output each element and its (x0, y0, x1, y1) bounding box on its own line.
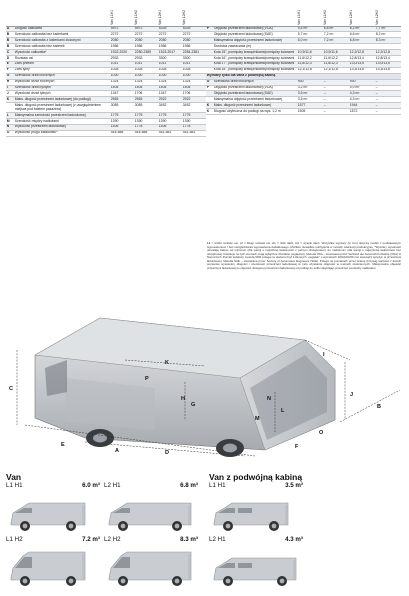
row-code: P (206, 26, 213, 32)
row-label: Objętość przestrzeni ładunkowej (SAE) (213, 91, 297, 97)
row-value: 2922 (158, 97, 182, 103)
row-value: 1390 (158, 119, 182, 125)
row-value: 1028 (110, 67, 134, 73)
row-label: Wysokość przestrzeni ładunkowej (14, 124, 110, 130)
row-code (6, 103, 14, 113)
row-value: 3300 (182, 56, 206, 62)
dimension-letter: D (165, 450, 169, 456)
row-value: 2080 (182, 38, 206, 44)
row-label: Szerokość całkowita bez lusterek (14, 44, 110, 50)
row-value: 5,7 m³ (297, 32, 323, 38)
row-label: Wysokość całkowita* (14, 50, 110, 56)
row-code: M (6, 119, 14, 125)
row-code: J (6, 91, 14, 97)
row-value: 1775 (182, 113, 206, 119)
row-label: Szerokość drzwi tylnych (14, 85, 110, 91)
row-code: A (6, 26, 14, 32)
column-header: Van L2H2 (182, 10, 186, 25)
row-value: 2080 (110, 38, 134, 44)
van-section-title: Van (6, 472, 22, 482)
row-value: 3,5 m³ (297, 91, 323, 97)
row-label: Koła 16", pomiędzy krawężnikami/pomiędzy ścianami (213, 56, 297, 62)
row-label: Maks. długość przestrzeni ładunkowej (213, 103, 297, 109)
row-label: Długość użyteczna do podłogi na wys. 1,2 m (213, 109, 297, 115)
row-value: 3452 (182, 103, 206, 113)
row-value: 1923-2017 (158, 50, 182, 56)
dimension-letter: I (323, 352, 325, 358)
double-cab-section-heading: Wymiary tylko dla vana z podwójną kabiną (206, 73, 401, 79)
row-value: 1986 (134, 44, 158, 50)
row-value: 2272 (182, 32, 206, 38)
row-value: 1030 (182, 73, 206, 79)
van-thumbnail (104, 491, 196, 535)
row-value: 1324 (158, 79, 182, 85)
dimension-letter: F (295, 444, 299, 450)
row-value: 1030 (134, 73, 158, 79)
row-value: 8,2 m³ (375, 32, 401, 38)
row-value: 6,0 m³ (297, 38, 323, 44)
row-value: – (375, 103, 401, 109)
row-value: 12,8/13,4 (349, 56, 375, 62)
row-value: – (323, 103, 349, 109)
variant-label: L1 H1 (209, 482, 226, 489)
row-code: K (206, 109, 213, 115)
column-header: Van L2H1 (158, 10, 162, 25)
row-label: Szerokość drzwi bocznych (14, 73, 110, 79)
row-value: 4972 (110, 26, 134, 32)
row-value: 3,5 m³ (297, 97, 323, 103)
row-label: Maks. długość przestrzeni ładunkowej (z uwzględnieniem miejsca pod fotelem pasażera) (14, 103, 110, 113)
row-value: 6,6 m³ (349, 32, 375, 38)
row-value: 444-588 (110, 130, 134, 136)
van-dimension-diagram (5, 300, 405, 458)
row-code: D (6, 56, 14, 62)
row-label: Zwis tylny (14, 67, 110, 73)
row-label: Wysokość drzwi tylnych (14, 91, 110, 97)
cargo-volume: 3.5 m³ (285, 482, 303, 489)
row-value: 1505 (297, 109, 323, 115)
row-label: Szerokość całkowita z lusterkami złożonymi (14, 38, 110, 44)
row-value: 444-588 (134, 130, 158, 136)
row-value: 11,8/12,3 (297, 61, 323, 67)
dimension-letter: L (281, 408, 285, 414)
row-value: – (375, 91, 401, 97)
row-label: Koła 17", pomiędzy krawężnikami/pomiędzy ścianami (213, 61, 297, 67)
row-value: 1775 (134, 113, 158, 119)
row-value: 10,9/11,6 (297, 50, 323, 56)
row-label: Objętość przestrzeni ładunkowej (SAE) (213, 32, 297, 38)
row-code: G (206, 79, 213, 85)
row-label: Maksymalna szerokość przestrzeni ładunkowej (14, 113, 110, 119)
row-value: 930 (297, 79, 323, 85)
cargo-volume: 6.8 m³ (180, 482, 198, 489)
row-value: 2555 (134, 97, 158, 103)
dimension-letter: A (115, 448, 119, 454)
row-label: Rozstaw osi (14, 56, 110, 62)
row-value: 451-581 (158, 130, 182, 136)
row-value: 1406 (110, 124, 134, 130)
row-value: 1775 (110, 113, 134, 119)
row-value: 4,0 m³ (349, 85, 375, 91)
row-value: 11,6/12,2 (323, 56, 349, 62)
dimension-letter: B (377, 404, 381, 410)
row-value: 1986 (158, 44, 182, 50)
row-value: 2922 (182, 97, 206, 103)
row-value: 3300 (158, 56, 182, 62)
row-value: 3452 (158, 103, 182, 113)
row-code: G (6, 73, 14, 79)
row-value: 10,9/11,6 (323, 50, 349, 56)
row-value: 1404 (158, 85, 182, 91)
dimension-letter: N (267, 396, 271, 402)
row-label: Wysokość drzwi bocznych (14, 79, 110, 85)
row-value: 1324 (134, 79, 158, 85)
row-code: K (6, 97, 14, 103)
row-value: 2080 (134, 38, 158, 44)
row-value: 1404 (134, 85, 158, 91)
dimension-letter: H (181, 396, 185, 402)
row-value: 13,3/13,8 (375, 67, 401, 73)
row-value: 2933 (134, 56, 158, 62)
variant-label: L2 H2 (104, 536, 121, 543)
dimension-letter: G (191, 402, 196, 408)
row-value: 1406 (158, 124, 182, 130)
van-thumbnail (6, 546, 98, 590)
cargo-volume: 8.3 m³ (180, 536, 198, 543)
row-value: 1030 (158, 73, 182, 79)
table-header-row (6, 4, 206, 26)
row-value: 12,1/12,6 (297, 67, 323, 73)
table-row (6, 130, 206, 136)
row-value: 1347 (110, 91, 134, 97)
row-value: 12,8/13,4 (375, 56, 401, 62)
row-code: B (6, 38, 14, 44)
row-value: 6,8 m³ (323, 26, 349, 32)
cargo-volume: 6.0 m³ (82, 482, 100, 489)
variant-label: L2 H1 (209, 536, 226, 543)
row-value: 1390 (134, 119, 158, 125)
table-row (6, 103, 206, 113)
row-value: – (323, 91, 349, 97)
row-label: Maks. długość przestrzeni ładunkowej (do podłogi) (14, 97, 110, 103)
table-header-row (206, 4, 401, 26)
row-value: 2933 (110, 56, 134, 62)
row-code: K (206, 103, 213, 109)
row-value: 1922-2020 (110, 50, 134, 56)
row-value: 2080 (158, 38, 182, 44)
row-value: 1324 (182, 79, 206, 85)
row-value: 11,6/12,2 (297, 56, 323, 62)
row-value: 1706 (134, 91, 158, 97)
row-value: 1577 (297, 103, 323, 109)
row-value: 3085 (110, 103, 134, 113)
row-value: 1986 (110, 44, 134, 50)
row-code: P (206, 85, 213, 91)
row-value: 1390 (182, 119, 206, 125)
row-label: Objętość przestrzeni ładunkowej (VDA) (213, 85, 297, 91)
row-value: – (323, 85, 349, 91)
row-label: Szerokość między nadkolami (14, 119, 110, 125)
column-header: Van L2H2 (375, 10, 379, 25)
row-value: 7,2 m³ (323, 32, 349, 38)
row-value: 6,2 m³ (349, 26, 375, 32)
row-value: 1706 (182, 91, 206, 97)
van-body (35, 318, 335, 457)
row-value: 1028 (158, 67, 182, 73)
row-value: 13,0/13,5 (349, 61, 375, 67)
dimensions-table-right (206, 4, 401, 115)
column-header: Van L1H2 (323, 10, 327, 25)
variant-label: L2 H1 (104, 482, 121, 489)
double-cab-van-thumbnail (209, 491, 301, 535)
row-value: 1944 (349, 103, 375, 109)
column-header: Van L1H2 (134, 10, 138, 25)
footnote-lead: L1 (207, 241, 211, 245)
row-value: 2272 (158, 32, 182, 38)
double-cab-section-title: Van z podwójną kabiną (209, 472, 303, 482)
row-value: 13,0/13,5 (375, 61, 401, 67)
row-value: – (375, 85, 401, 91)
row-value: 4972 (134, 26, 158, 32)
row-value: 1011 (110, 61, 134, 67)
row-value: 1030 (110, 73, 134, 79)
row-value: 4,3 m³ (349, 91, 375, 97)
van-thumbnail (104, 546, 196, 590)
column-header: Van L1H1 (297, 10, 301, 25)
variant-label: L1 H1 (6, 482, 23, 489)
row-value: 6,8 m³ (349, 38, 375, 44)
row-label: Wysokość progu załadunku* (14, 130, 110, 136)
row-value: 1986 (182, 44, 206, 50)
row-value: 12,2/12,8 (375, 50, 401, 56)
row-value: 1347 (158, 91, 182, 97)
dimension-letter: O (319, 430, 324, 436)
row-value: 12,2/12,8 (349, 50, 375, 56)
row-value: 5,4 m³ (297, 26, 323, 32)
row-label: Koła 18", pomiędzy krawężnikami/pomiędzy ścianami (213, 67, 297, 73)
row-value: – (323, 97, 349, 103)
row-value: 1404 (182, 85, 206, 91)
row-code: H (6, 79, 14, 85)
row-value: 3085 (134, 103, 158, 113)
row-value: 1011 (158, 61, 182, 67)
row-value: 1775 (158, 113, 182, 119)
van-thumbnail (6, 491, 98, 535)
row-label: Koła 15", pomiędzy krawężnikami/pomiędzy ścianami (213, 50, 297, 56)
row-label: Szerokość drzwi bocznych (213, 79, 297, 85)
row-value: 1390 (110, 119, 134, 125)
double-cab-van-thumbnail (209, 546, 301, 590)
column-header: Van L2H1 (349, 10, 353, 25)
row-value: 3,2 m³ (297, 85, 323, 91)
row-value: 1028 (182, 67, 206, 73)
row-value: 8,3 m³ (375, 38, 401, 44)
dimension-letter: M (255, 416, 260, 422)
row-label: Długość całkowita (14, 26, 110, 32)
row-value: 7,2 m³ (323, 38, 349, 44)
row-value: 1011 (182, 61, 206, 67)
row-label: Szerokość całkowita bez lusterkami (14, 32, 110, 38)
table-row (206, 109, 401, 115)
row-value: 1404 (110, 85, 134, 91)
row-value: 13,3/13,8 (349, 67, 375, 73)
dimension-letter: J (350, 392, 354, 398)
row-code: I (6, 85, 14, 91)
footnote (207, 242, 401, 270)
cargo-volume: 4.3 m³ (285, 536, 303, 543)
row-label: Zwis przedni (14, 61, 110, 67)
row-value: 451-581 (182, 130, 206, 136)
row-value: 1324 (110, 79, 134, 85)
row-value: 2555 (110, 97, 134, 103)
row-value: 1011 (134, 61, 158, 67)
row-value: – (375, 97, 401, 103)
row-value: – (323, 79, 349, 85)
row-value: 4,3 m³ (349, 97, 375, 103)
row-value: – (375, 109, 401, 115)
dimension-letter: K (165, 360, 169, 366)
row-code: B (6, 32, 14, 38)
row-value: 930 (349, 79, 375, 85)
row-value: 12,1/12,6 (323, 67, 349, 73)
row-value: – (323, 109, 349, 115)
row-value: 1028 (134, 67, 158, 73)
row-value: 5339 (182, 26, 206, 32)
row-value: 1872 (349, 109, 375, 115)
row-label: Średnica zawracania (m) (213, 44, 297, 50)
row-value: 1778 (182, 124, 206, 130)
row-label: Objętość przestrzeni ładunkowej (VDA) (213, 26, 297, 32)
column-header: Van L1H1 (110, 10, 114, 25)
dimensions-table-left (6, 4, 206, 137)
row-code: B (6, 44, 14, 50)
dimension-letter: C (9, 386, 13, 392)
row-value: 2284-2381 (182, 50, 206, 56)
row-label: Maksymalna objętość przestrzeni ładunkowej (213, 97, 297, 103)
footnote-text: = krótki rozstaw osi, L2 = Długi rozstaw osi, H1 = niski dach, H2 = wysoki dach. Wszystkie wymiary (w mm) dotyczą modeli z podstawowym wyposażeniem i bez uwzględniania wyposażenia dodatkowego. Możliwe niewielkie odchylenia w ramach tolerancji produkcyjnej. *Wymiary wysokości określają zakres od minimum (dla wersji o najniższej ładowności z pełnym obciążeniem) do maksimum (dla wersji o najwyższej ładowności bez obciążenia). Ilustracje na tych stronach mają wyłącznie charakter poglądowy. Metoda VDA – stosowana przez Verband der Automobil Industrie (VDA) w Niemczech. Pomiar kubatury metodą VDR polega na ułożeniu brył 1-litrowych „cegiełek” o wymiarach 200x100x50 mm wewnątrz sprężyn w przestrzeni ładunkowej. Metoda SAE – stosowana przez Society of Automotive Engineers (SAE). Polega na pomiarach przez ścianę (krzywą) wartości z dwóch pomiarów wysokości, długości i szerokości przestrzeni ładunkowej w celu uzyskania objętości w metrach sześciennych. Maksymalna objętość przestrzeni ładunkowej to objętość dostępnej przestrzeni ładunkowej od podłogi do sufitu włączając przestrzeń pomiędzy nadkolami. (207, 241, 401, 270)
row-code: L (6, 113, 14, 119)
row-value: – (375, 79, 401, 85)
row-value: 7,7 m³ (375, 26, 401, 32)
cargo-volume: 7.2 m³ (82, 536, 100, 543)
row-code: F (6, 67, 14, 73)
row-code: O (6, 130, 14, 136)
dimension-letter: E (61, 442, 65, 448)
row-value: 5339 (158, 26, 182, 32)
row-code: C (6, 50, 14, 56)
row-value: 11,8/12,3 (323, 61, 349, 67)
row-value: 2272 (134, 32, 158, 38)
row-code: N (6, 124, 14, 130)
dimension-letter: P (145, 376, 149, 382)
row-code: E (6, 61, 14, 67)
row-label: Maksymalna objętość przestrzeni ładunkowej (213, 38, 297, 44)
variant-label: L1 H2 (6, 536, 23, 543)
row-value: 1778 (134, 124, 158, 130)
row-value: 2280-2389 (134, 50, 158, 56)
row-value: 2272 (110, 32, 134, 38)
